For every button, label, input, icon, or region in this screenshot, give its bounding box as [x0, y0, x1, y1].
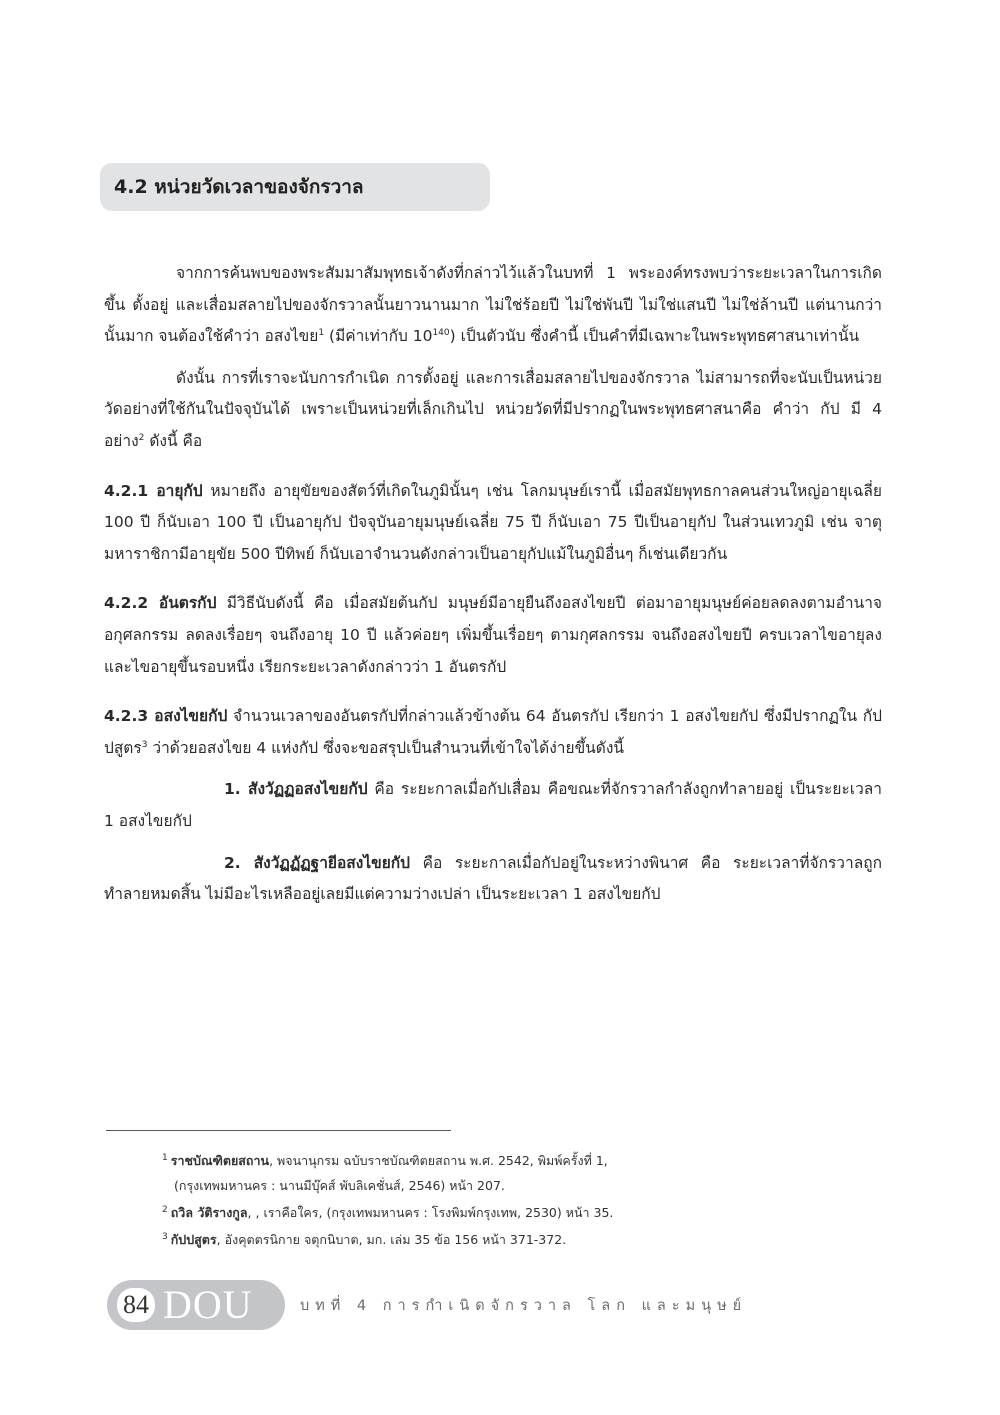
footnote-3-text: , อังคุตตรนิกาย จตุกนิบาต, มก. เล่ม 35 ข้อ 156 หน้า 371-372. [216, 1232, 567, 1248]
footnote-divider [106, 1130, 451, 1131]
list-item-2-text: คือ ระยะกาลเมื่อกัปอยู่ในระหว่างพินาศ คือ ระยะเวลาที่จักรวาลถูกทำลายหมดสิ้น ไม่มีอะไรเหลืออยู่เลยมีแต่ความว่างเปล่า เป็นระยะเวลา 1 อสงไขยกัป [104, 853, 882, 904]
footnote-1-text: , พจนานุกรม ฉบับราชบัณฑิตยสถาน พ.ศ. 2542, พิมพ์ครั้งที่ 1, [269, 1153, 608, 1169]
footnote-2-number: 2 [162, 1205, 168, 1216]
section-heading-box [100, 163, 490, 211]
footnote-1-continued: (กรุงเทพมหานคร : นานมีบุ๊คส์ พับลิเคชั่นส์, 2546) หน้า 207. [174, 1178, 505, 1194]
footnote-ref-2: 2 [138, 432, 145, 443]
footnote-2 [162, 1198, 882, 1225]
paragraph-kappa-text-2: ดังนี้ คือ [144, 431, 203, 450]
paragraph-intro-text-2: (มีค่าเท่ากับ 10 [324, 327, 433, 346]
footnote-3 [162, 1225, 882, 1252]
footnote-1-number: 1 [162, 1153, 168, 1163]
paragraph-intro-text-3: ) เป็นตัวนับ ซึ่งคำนี้ เป็นคำที่มีเฉพาะในพระพุทธศาสนาเท่านั้น [449, 327, 860, 346]
paragraph-intro-text: จากการค้นพบของพระสัมมาสัมพุทธเจ้าดังที่กล่าวไว้แล้วในบทที่ 1 พระองค์ทรงพบว่าระยะเวลาในการเกิดขึ้น ตั้งอยู่ และเสื่อมสลายไปของจักรวาลนั้นยาวนานมาก ไม่ใช่ร้อยปี ไม่ใช่พันปี ไม่ใช่แสนปี ไม่ใช่ล้านปี แต่นานกว่านั้นมาก จนต้องใช้คำว่า อสงไขย [104, 264, 882, 346]
footnotes [162, 1146, 882, 1252]
subsection-4-2-1-title: 4.2.1 อายุกัป [104, 481, 203, 500]
list-item-1-text: คือ ระยะกาลเมื่อกัปเสื่อม คือขณะที่จักรวาลกำลังถูกทำลายอยู่ เป็นระยะเวลา 1 อสงไขยกัป [104, 780, 882, 830]
footnote-ref-1: 1 [318, 328, 325, 339]
paragraph-kappa-types [104, 363, 882, 458]
subsection-4-2-1 [104, 476, 882, 571]
footnote-3-source: กัปปสูตร [170, 1232, 217, 1248]
paragraph-kappa-text: ดังนั้น การที่เราจะนับการกำเนิด การตั้งอยู่ และการเสื่อมสลายไปของจักรวาล ไม่สามารถที่จะนับเป็นหน่วยวัดอย่างที่ใช้กันในปัจจุบันได้ เพราะเป็นหน่วยที่เล็กเกินไป หน่วยวัดที่มีปรากฏในพระพุทธศาสนาคือ คำว่า กัป มี 4 อย่าง [104, 368, 882, 450]
page-footer-badge [107, 1280, 285, 1330]
list-item-2 [104, 848, 882, 911]
footnote-1 [162, 1146, 882, 1173]
footnote-2-author: ถวิล วัติรางกูล [170, 1205, 248, 1221]
subsection-4-2-2 [104, 588, 882, 683]
footnote-3-number: 3 [162, 1232, 168, 1243]
subsection-4-2-3-title: 4.2.3 อสงไขยกัป [104, 707, 228, 726]
subsection-4-2-2-text: มีวิธีนับดังนี้ คือ เมื่อสมัยต้นกัป มนุษย์มีอายุยืนถึงอสงไขยปี ต่อมาอายุมนุษย์ค่อยลดลงตามอำนาจอกุศลกรรม ลดลงเรื่อยๆ จนถึงอายุ 10 ปี แล้วค่อยๆ เพิ่มขึ้นเรื่อยๆ ตามกุศลกรรม จนถึงอสงไขยปี ครบเวลาไขอายุลงและไขอายุขึ้นรอบหนึ่ง เรียกระยะเวลาดังกล่าวว่า 1 อันตรกัป [104, 594, 882, 676]
list-item-2-title: 2. สังวัฏฏัฏฐายีอสงไขยกัป [224, 853, 411, 872]
paragraph-intro [104, 258, 882, 353]
footnote-2-text: , , เราคือใคร, (กรุงเทพมหานคร : โรงพิมพ์กรุงเทพ, 2530) หน้า 35. [247, 1205, 614, 1221]
dou-logo: DOU [163, 1282, 253, 1327]
list-item-1-title: 1. สังวัฏฏอสงไขยกัป [224, 780, 368, 799]
subsection-4-2-2-title: 4.2.2 อันตรกัป [104, 594, 217, 613]
page-number: 84 [117, 1288, 155, 1322]
subsection-4-2-1-text: หมายถึง อายุขัยของสัตว์ที่เกิดในภูมินั้นๆ เช่น โลกมนุษย์เรานี้ เมื่อสมัยพุทธกาลคนส่วนใหญ่อายุเฉลี่ย 100 ปี ก็นับเอา 100 ปี เป็นอายุกัป ปัจจุบันอายุมนุษย์เฉลี่ย 75 ปี ก็นับเอา 75 ปีเป็นอายุกัป ในส่วนเทวภูมิ เช่น จาตุมหาราชิกามีอายุขัย 500 ปีทิพย์ ก็นับเอาจำนวนดังกล่าวเป็นอายุกัปแม้ในภูมิอื่นๆ ก็เช่นเดียวกัน [104, 481, 882, 563]
footnote-ref-3: 3 [141, 739, 148, 750]
list-item-1 [104, 774, 882, 837]
body-text [104, 258, 882, 911]
exponent: 140 [432, 328, 450, 339]
footnote-1-author: ราชบัณฑิตยสถาน [170, 1153, 270, 1169]
running-chapter-title: บทที่ 4 การกำเนิดจักรวาล โลก และมนุษย์ [300, 1298, 748, 1314]
subsection-4-2-3-text: จำนวนเวลาของอันตรกัปที่กล่าวแล้วข้างต้น 64 อันตรกัป เรียกว่า 1 อสงไขยกัป ซึ่งมีปรากฏใน กัปปสูตร [104, 707, 883, 757]
section-heading: 4.2 หน่วยวัดเวลาของจักรวาล [114, 176, 364, 198]
subsection-4-2-3 [104, 701, 882, 764]
subsection-4-2-3-text-2: ว่าด้วยอสงไขย 4 แห่งกัป ซึ่งจะขอสรุปเป็นสำนวนที่เข้าใจได้ง่ายขึ้นดังนี้ [147, 738, 624, 757]
